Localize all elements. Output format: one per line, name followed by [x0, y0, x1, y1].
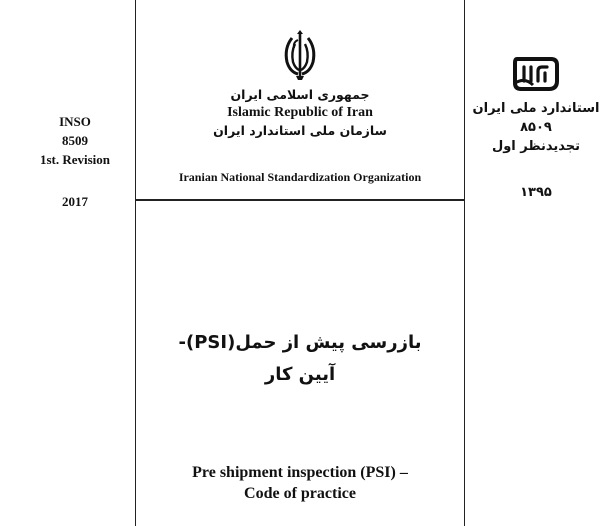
standard-year-fa: ۱۳۹۵	[520, 185, 552, 200]
right-panel	[470, 55, 602, 202]
iran-emblem-icon	[281, 30, 319, 82]
revision-label-fa: تجدیدنظر اول	[491, 139, 581, 154]
right-divider	[464, 0, 465, 526]
header-divider	[135, 199, 465, 201]
title-en-line-1: Pre shipment inspection (PSI) –	[192, 464, 408, 481]
standard-code: INSO	[59, 114, 91, 129]
document-title-fa	[136, 327, 464, 391]
left-panel	[20, 112, 130, 211]
national-standard-title-fa: استاندارد ملی ایران	[472, 101, 600, 116]
title-en-line-2: Code of practice	[244, 485, 356, 502]
standard-number: 8509	[62, 133, 88, 148]
title-fa-line-1: بازرسی پیش از حمل(PSI)-	[178, 332, 422, 353]
standard-number-fa: ۸۵۰۹	[520, 120, 552, 135]
standard-year: 2017	[62, 194, 88, 209]
country-name-fa: جمهوری اسلامی ایران	[230, 87, 370, 102]
organization-name-fa: سازمان ملی استاندارد ایران	[213, 123, 387, 138]
revision-label: 1st. Revision	[39, 152, 111, 167]
document-title-en	[136, 462, 464, 504]
title-fa-line-2: آیین کار	[264, 364, 336, 385]
country-name-en: Islamic Republic of Iran	[227, 105, 373, 120]
header-block	[136, 30, 464, 140]
organization-name-en: Iranian National Standardization Organization	[178, 170, 422, 184]
isiri-logo-icon	[511, 55, 561, 93]
